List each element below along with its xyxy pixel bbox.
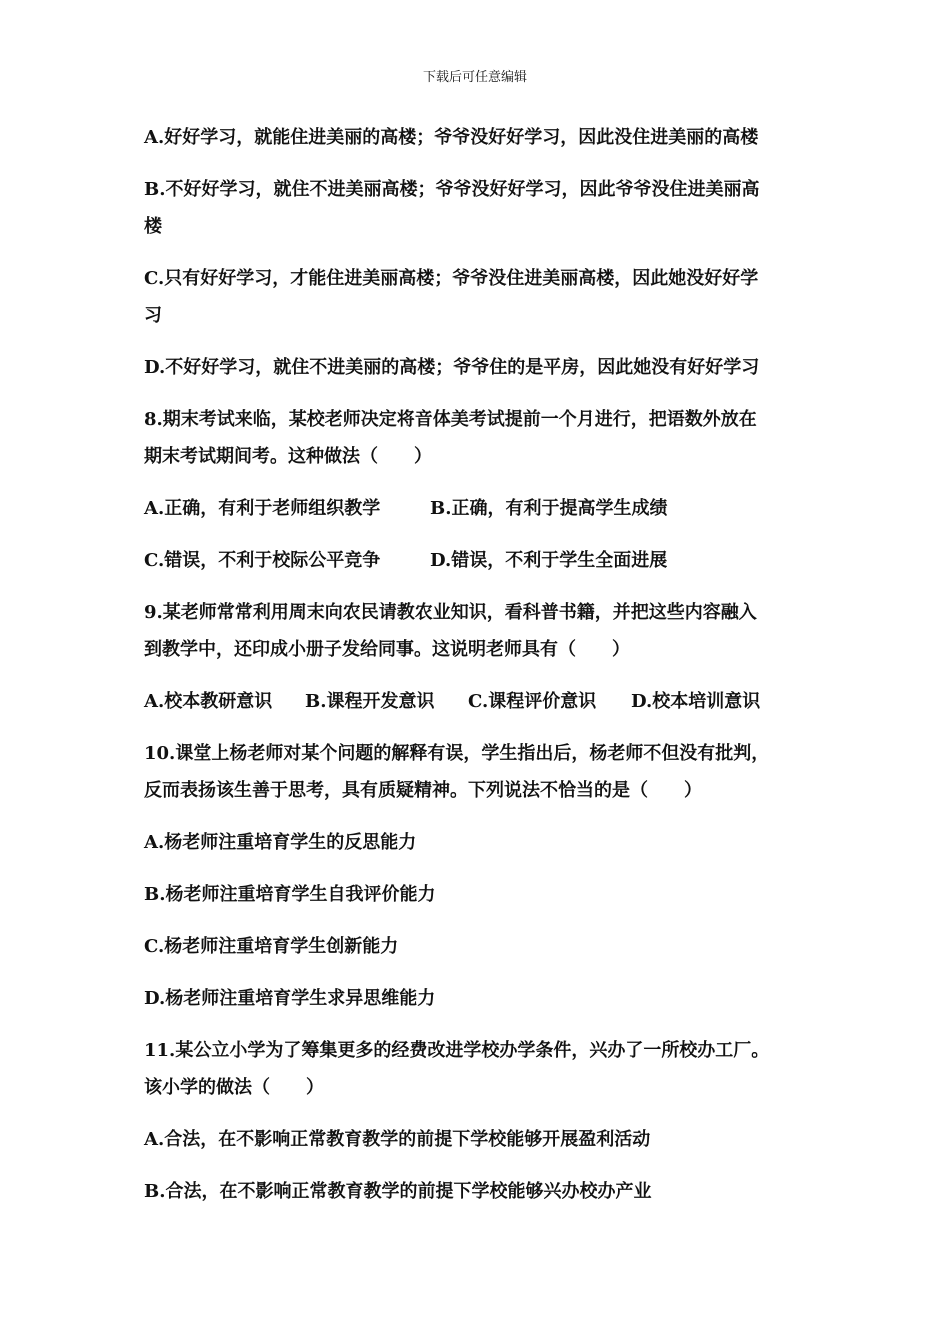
option-9c: C.课程评价意识 [468,691,597,712]
options-8-ab [144,496,824,522]
option-10c: C.杨老师注重培育学生创新能力 [144,936,399,957]
option-7d: D.不好好学习，就住不进美丽的高楼；爷爷住的是平房，因此她没有好好学习 [144,357,760,378]
option-7c-line1: C.只有好好学习，才能住进美丽高楼；爷爷没住进美丽高楼，因此她没好好学 [144,268,759,289]
option-9d: D.校本培训意识 [631,691,761,712]
option-7b-line2: 楼 [144,216,162,237]
option-10b: B.杨老师注重培育学生自我评价能力 [144,884,436,905]
page-header: 下载后可任意编辑 [422,70,527,85]
option-7c-line2: 习 [144,305,162,326]
option-8a: A.正确，有利于老师组织教学 [144,498,381,519]
question-8-line2: 期末考试期间考。这种做法（ ） [144,446,432,467]
option-10a: A.杨老师注重培育学生的反思能力 [144,832,417,853]
question-11-line1: 11.某公立小学为了筹集更多的经费改进学校办学条件，兴办了一所校办工厂。 [144,1040,770,1061]
question-9-line2: 到教学中，还印成小册子发给同事。这说明老师具有（ ） [144,639,630,660]
option-7b-line1: B.不好好学习，就住不进美丽高楼；爷爷没好好学习，因此爷爷没住进美丽高 [144,179,760,200]
option-8d: D.错误，不利于学生全面进展 [430,550,668,571]
question-8-line1: 8.期末考试来临，某校老师决定将音体美考试提前一个月进行，把语数外放在 [144,409,757,430]
options-9 [144,689,824,715]
option-9a: A.校本教研意识 [144,691,273,712]
option-9b: B.课程开发意识 [305,691,435,712]
options-8-cd [144,548,824,574]
option-11a: A.合法，在不影响正常教育教学的前提下学校能够开展盈利活动 [144,1129,651,1150]
option-10d: D.杨老师注重培育学生求异思维能力 [144,988,436,1009]
question-11-line2: 该小学的做法（ ） [144,1077,324,1098]
option-11b: B.合法，在不影响正常教育教学的前提下学校能够兴办校办产业 [144,1181,652,1202]
option-7a: A.好好学习，就能住进美丽的高楼；爷爷没好好学习，因此没住进美丽的高楼 [144,127,759,148]
question-10-line2: 反而表扬该生善于思考，具有质疑精神。下列说法不恰当的是（ ） [144,780,702,801]
question-9-line1: 9.某老师常常利用周末向农民请教农业知识，看科普书籍，并把这些内容融入 [144,602,757,623]
option-8b: B.正确，有利于提高学生成绩 [430,498,668,519]
option-8c: C.错误，不利于校际公平竞争 [144,550,381,571]
question-10-line1: 10.课堂上杨老师对某个问题的解释有误，学生指出后，杨老师不但没有批判， [144,743,770,764]
